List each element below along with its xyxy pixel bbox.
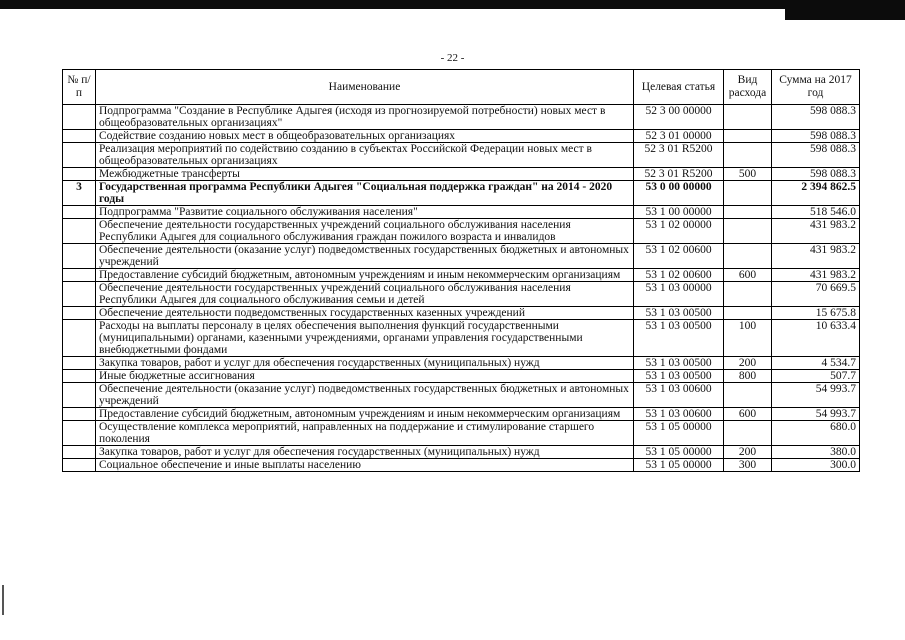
page-number: - 22 - xyxy=(440,52,465,64)
cell-name: Подпрограмма "Создание в Республике Адыгея (исходя из прогнозируемой потребности) новых мест в общеобразовательных организациях" xyxy=(96,105,634,130)
cell-type xyxy=(724,105,772,130)
cell-name: Обеспечение деятельности государственных учреждений социального обслуживания населения Республики Адыгея для социального обслуживания семьи и детей xyxy=(96,282,634,307)
cell-code: 53 1 03 00000 xyxy=(634,282,724,307)
table-header-row xyxy=(63,70,860,105)
table-row xyxy=(63,130,860,143)
cell-code: 52 3 01 00000 xyxy=(634,130,724,143)
cell-name: Закупка товаров, работ и услуг для обеспечения государственных (муниципальных) нужд xyxy=(96,357,634,370)
table-row xyxy=(63,282,860,307)
table-row xyxy=(63,143,860,168)
cell-code: 53 1 00 00000 xyxy=(634,206,724,219)
cell-num xyxy=(63,206,96,219)
cell-num xyxy=(63,446,96,459)
cell-sum: 54 993.7 xyxy=(772,408,860,421)
cell-code: 53 1 05 00000 xyxy=(634,459,724,472)
cell-name: Межбюджетные трансферты xyxy=(96,168,634,181)
cell-type: 100 xyxy=(724,320,772,357)
cell-num xyxy=(63,244,96,269)
table-row xyxy=(63,307,860,320)
cell-sum: 507.7 xyxy=(772,370,860,383)
cell-code: 53 1 03 00500 xyxy=(634,357,724,370)
cell-code: 52 3 01 R5200 xyxy=(634,168,724,181)
cell-name: Подпрограмма "Развитие социального обслуживания населения" xyxy=(96,206,634,219)
table-row xyxy=(63,168,860,181)
header-code: Целевая статья xyxy=(634,70,724,105)
cell-code: 53 1 02 00600 xyxy=(634,244,724,269)
cell-sum: 4 534.7 xyxy=(772,357,860,370)
cell-type: 800 xyxy=(724,370,772,383)
cell-sum: 2 394 862.5 xyxy=(772,181,860,206)
cell-name: Иные бюджетные ассигнования xyxy=(96,370,634,383)
cell-num xyxy=(63,307,96,320)
cell-name: Обеспечение деятельности государственных учреждений социального обслуживания населения Республики Адыгея для социального обслуживания граждан пожилого возраста и инвалидов xyxy=(96,219,634,244)
cell-sum: 680.0 xyxy=(772,421,860,446)
table-row xyxy=(63,269,860,282)
table-row xyxy=(63,206,860,219)
table-row xyxy=(63,181,860,206)
cell-sum: 598 088.3 xyxy=(772,168,860,181)
table-row xyxy=(63,219,860,244)
cell-num xyxy=(63,370,96,383)
cell-code: 53 1 03 00500 xyxy=(634,370,724,383)
cell-num xyxy=(63,459,96,472)
budget-table xyxy=(62,69,860,472)
cell-num xyxy=(63,168,96,181)
cell-type xyxy=(724,244,772,269)
cell-code: 53 1 03 00500 xyxy=(634,307,724,320)
cell-sum: 54 993.7 xyxy=(772,383,860,408)
cell-sum: 431 983.2 xyxy=(772,269,860,282)
cell-num xyxy=(63,357,96,370)
table-row xyxy=(63,383,860,408)
cell-type xyxy=(724,421,772,446)
table-row xyxy=(63,320,860,357)
table-row xyxy=(63,421,860,446)
cell-type xyxy=(724,307,772,320)
cell-code: 53 1 03 00600 xyxy=(634,383,724,408)
cell-sum: 10 633.4 xyxy=(772,320,860,357)
cell-num xyxy=(63,383,96,408)
table-row xyxy=(63,446,860,459)
cell-name: Социальное обеспечение и иные выплаты населению xyxy=(96,459,634,472)
cell-code: 53 1 02 00000 xyxy=(634,219,724,244)
cell-name: Обеспечение деятельности (оказание услуг) подведомственных государственных бюджетных и автономных учреждений xyxy=(96,244,634,269)
cell-type xyxy=(724,219,772,244)
cell-code: 53 1 05 00000 xyxy=(634,446,724,459)
cell-type xyxy=(724,130,772,143)
cell-code: 53 1 03 00600 xyxy=(634,408,724,421)
cell-sum: 300.0 xyxy=(772,459,860,472)
cell-sum: 598 088.3 xyxy=(772,143,860,168)
cell-type xyxy=(724,282,772,307)
header-name: Наименование xyxy=(96,70,634,105)
cell-num xyxy=(63,421,96,446)
cell-name: Предоставление субсидий бюджетным, автономным учреждениям и иным некоммерческим организациям xyxy=(96,408,634,421)
cell-name: Расходы на выплаты персоналу в целях обеспечения выполнения функций государственными (муниципальными) органами, казенными учреждениями, органами управления государственными внебюджетными фондами xyxy=(96,320,634,357)
cell-code: 52 3 01 R5200 xyxy=(634,143,724,168)
cell-num: 3 xyxy=(63,181,96,206)
cell-name: Обеспечение деятельности подведомственных государственных казенных учреждений xyxy=(96,307,634,320)
cell-type: 600 xyxy=(724,408,772,421)
cell-sum: 431 983.2 xyxy=(772,244,860,269)
cell-num xyxy=(63,143,96,168)
cell-code: 53 0 00 00000 xyxy=(634,181,724,206)
cell-name: Обеспечение деятельности (оказание услуг) подведомственных государственных бюджетных и автономных учреждений xyxy=(96,383,634,408)
table-row xyxy=(63,357,860,370)
cell-type: 500 xyxy=(724,168,772,181)
cell-type: 300 xyxy=(724,459,772,472)
scan-border-top xyxy=(0,0,905,9)
cell-sum: 431 983.2 xyxy=(772,219,860,244)
cell-num xyxy=(63,320,96,357)
cell-num xyxy=(63,130,96,143)
cell-code: 53 1 02 00600 xyxy=(634,269,724,282)
cell-name: Реализация мероприятий по содействию созданию в субъектах Российской Федерации новых мест в общеобразовательных организациях xyxy=(96,143,634,168)
cell-name: Государственная программа Республики Адыгея "Социальная поддержка граждан" на 2014 - 2020 годы xyxy=(96,181,634,206)
cell-num xyxy=(63,269,96,282)
table-row xyxy=(63,459,860,472)
table-row xyxy=(63,370,860,383)
cell-type: 200 xyxy=(724,446,772,459)
header-type: Вид расхода xyxy=(724,70,772,105)
table-row xyxy=(63,244,860,269)
cell-num xyxy=(63,219,96,244)
cell-sum: 598 088.3 xyxy=(772,105,860,130)
cell-sum: 380.0 xyxy=(772,446,860,459)
cell-code: 53 1 05 00000 xyxy=(634,421,724,446)
table-row xyxy=(63,105,860,130)
cell-name: Предоставление субсидий бюджетным, автономным учреждениям и иным некоммерческим организациям xyxy=(96,269,634,282)
table-row xyxy=(63,408,860,421)
cell-type xyxy=(724,206,772,219)
cell-name: Содействие созданию новых мест в общеобразовательных организациях xyxy=(96,130,634,143)
cell-sum: 15 675.8 xyxy=(772,307,860,320)
header-sum: Сумма на 2017 год xyxy=(772,70,860,105)
cell-code: 53 1 03 00500 xyxy=(634,320,724,357)
cell-name: Закупка товаров, работ и услуг для обеспечения государственных (муниципальных) нужд xyxy=(96,446,634,459)
cell-type xyxy=(724,181,772,206)
header-num: № п/п xyxy=(63,70,96,105)
cell-sum: 70 669.5 xyxy=(772,282,860,307)
cell-type xyxy=(724,143,772,168)
cell-name: Осуществление комплекса мероприятий, направленных на поддержание и стимулирование старшего поколения xyxy=(96,421,634,446)
cell-sum: 518 546.0 xyxy=(772,206,860,219)
cell-num xyxy=(63,408,96,421)
cell-type: 600 xyxy=(724,269,772,282)
cell-type xyxy=(724,383,772,408)
cell-code: 52 3 00 00000 xyxy=(634,105,724,130)
cell-sum: 598 088.3 xyxy=(772,130,860,143)
cell-type: 200 xyxy=(724,357,772,370)
scan-mark xyxy=(2,585,4,615)
cell-num xyxy=(63,282,96,307)
cell-num xyxy=(63,105,96,130)
